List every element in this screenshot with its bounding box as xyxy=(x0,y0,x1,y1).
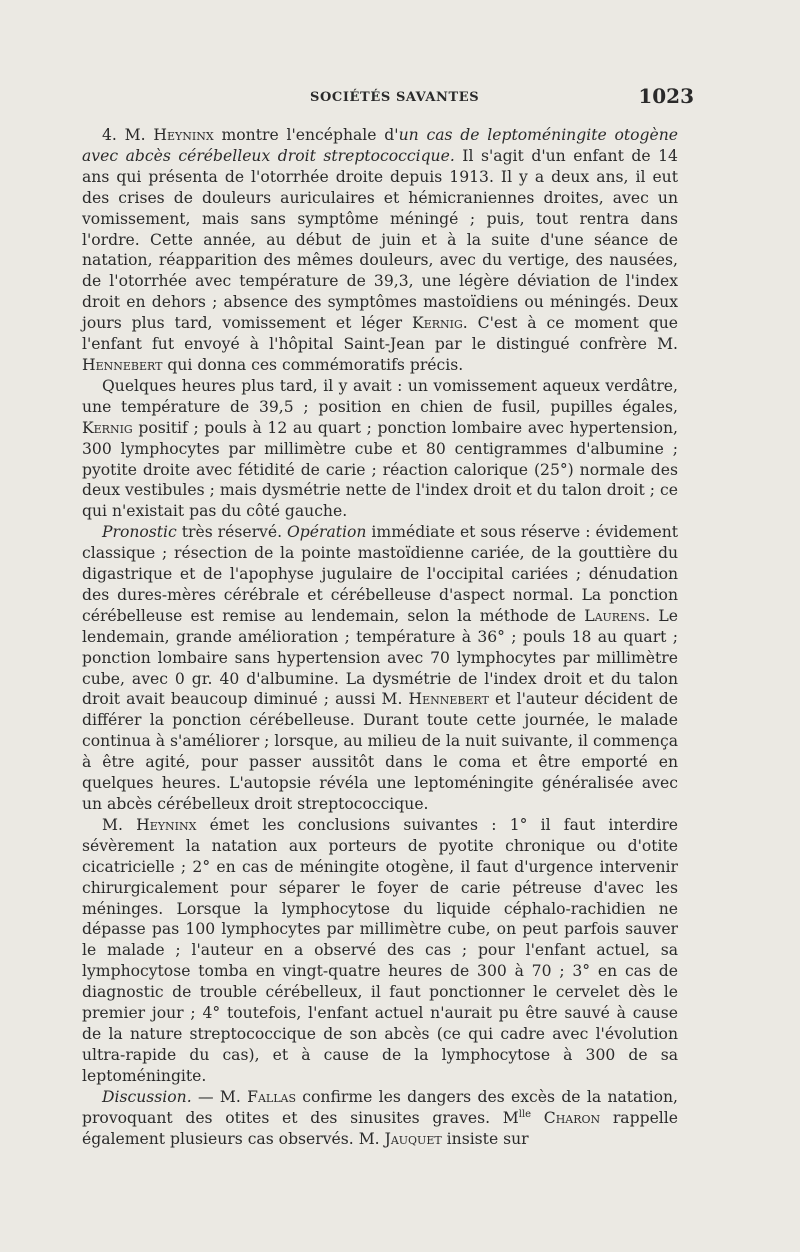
discussant-name: Jauquet xyxy=(384,1129,442,1148)
case-title: un cas de leptoméningite otogène avec abcès cérébelleux droit streptococcique. xyxy=(82,126,678,165)
page-header xyxy=(82,84,694,114)
article-body xyxy=(82,125,678,1149)
sign-name: Kernig xyxy=(82,418,133,437)
paragraph-prognosis: Pronostic très réservé. Opération immédiate et sous réserve : évidement classique ; résection de la pointe mastoïdienne cariée, de la gouttière du digastrique et de l'apophyse jugulaire de l'occipital cariées ; dénudation des dures-mères cérébrale et cérébelleuse d'aspect normal. La ponction cérébelleuse est remise au lendemain, selon la méthode de Laurens. Le lendemain, grande amélioration ; température à 36° ; pouls 18 au quart ; ponction lombaire sans hypertension avec 70 lymphocytes par millimètre cube, avec 0 gr. 40 d'albumine. La dysmétrie de l'index droit et du talon droit avait beaucoup diminué ; aussi M. Hennebert et l'auteur décident de différer la ponction cérébelleuse. Durant toute cette journée, le malade continua à s'améliorer ; lorsque, au milieu de la nuit suivante, il commença à être agité, pour passer aussitôt dans le coma et être emporté en quelques heures. L'autopsie révéla une leptoméningite généralisée avec un abcès cérébelleux droit streptococcique. xyxy=(82,523,679,813)
running-head: SOCIÉTÉS SAVANTES xyxy=(310,90,480,105)
sign-name: Kernig xyxy=(412,314,463,333)
paragraph-case-report: 4. M. Heyninx montre l'encéphale d'un cas de leptoméningite otogène avec abcès cérébelleux droit streptococcique. Il s'agit d'un enfant de 14 ans qui présenta de l'otorrhée droite depuis 1913. Il y a deux ans, il eut des crises de douleurs auriculaires et hémicraniennes droites, avec un vomissement, mais sans symptôme méningé ; puis, tout rentra dans l'ordre. Cette année, au début de juin et à la suite d'une séance de natation, réapparition des mêmes douleurs, avec du vertige, des nausées, de l'otorrhée avec température de 39,3, une légère déviation de l'index droit en dehors ; absence des symptômes mastoïdiens ou méningés. Deux jours plus tard, vomissement et léger Kernig. C'est à ce moment que l'enfant fut envoyé à l'hôpital Saint-Jean par le distingué confrère M. Hennebert qui donna ces commémoratifs précis. xyxy=(82,126,679,374)
operation-heading: Opération xyxy=(287,523,367,542)
prognosis-heading: Pronostic xyxy=(102,523,177,542)
discussant-name: Charon xyxy=(543,1108,601,1127)
paragraph-discussion: Discussion. — M. Fallas confirme les dangers des excès de la natation, provoquant des otites et des sinusites graves. $M^{lle}$ Charon rappelle également plusieurs cas observés. M. Jauquet insiste sur xyxy=(82,1087,678,1148)
page-number: 1023 xyxy=(638,84,694,108)
paragraph-examination: Quelques heures plus tard, il y avait : un vomissement aqueux verdâtre, une température de 39,5 ; position en chien de fusil, pupilles égales, Kernig positif ; pouls à 12 au quart ; ponction lombaire avec hypertension, 300 lymphocytes par millimètre cube et 80 centigrammes d'albumine ; pyotite droite avec fétidité de carie ; réaction calorique (25°) normale des deux vestibules ; mais dysmétrie nette de l'index droit et du talon droit ; ce qui n'existait pas du côté gauche. xyxy=(82,376,678,521)
colleague-name: Hennebert xyxy=(408,690,489,709)
discussant-name: Fallas xyxy=(247,1087,296,1106)
paragraph-conclusions: M. Heyninx émet les conclusions suivantes : 1° il faut interdire sévèrement la natation aux porteurs de pyotite chronique ou d'otite cicatricielle ; 2° en cas de méningite otogène, il faut d'urgence intervenir chirurgicalement pour séparer le foyer de carie pétreuse d'avec les méninges. Lorsque la lymphocytose du liquide céphalo-rachidien ne dépasse pas 100 lymphocytes par millimètre cube, on peut parfois sauver le malade ; l'auteur en a observé des cas ; pour l'enfant actuel, sa lymphocytose tomba en vingt-quatre heures de 300 à 70 ; 3° en cas de diagnostic de trouble cérébelleux, il faut ponctionner le cervelet dès le premier jour ; 4° toutefois, l'enfant actuel n'aurait pu être sauvé à cause de la nature streptococcique de son abcès (ce qui cadre avec l'évolution ultra-rapide du cas), et à cause de la lymphocytose à 300 de sa leptoméningite. xyxy=(82,815,679,1085)
method-author-name: Laurens xyxy=(584,606,646,625)
colleague-name: Hennebert xyxy=(82,355,163,374)
author-name: Heyninx xyxy=(136,815,197,834)
discussion-heading: Discussion. xyxy=(102,1087,192,1106)
author-name: Heyninx xyxy=(153,126,214,144)
title-superscript: lle xyxy=(518,1108,532,1120)
